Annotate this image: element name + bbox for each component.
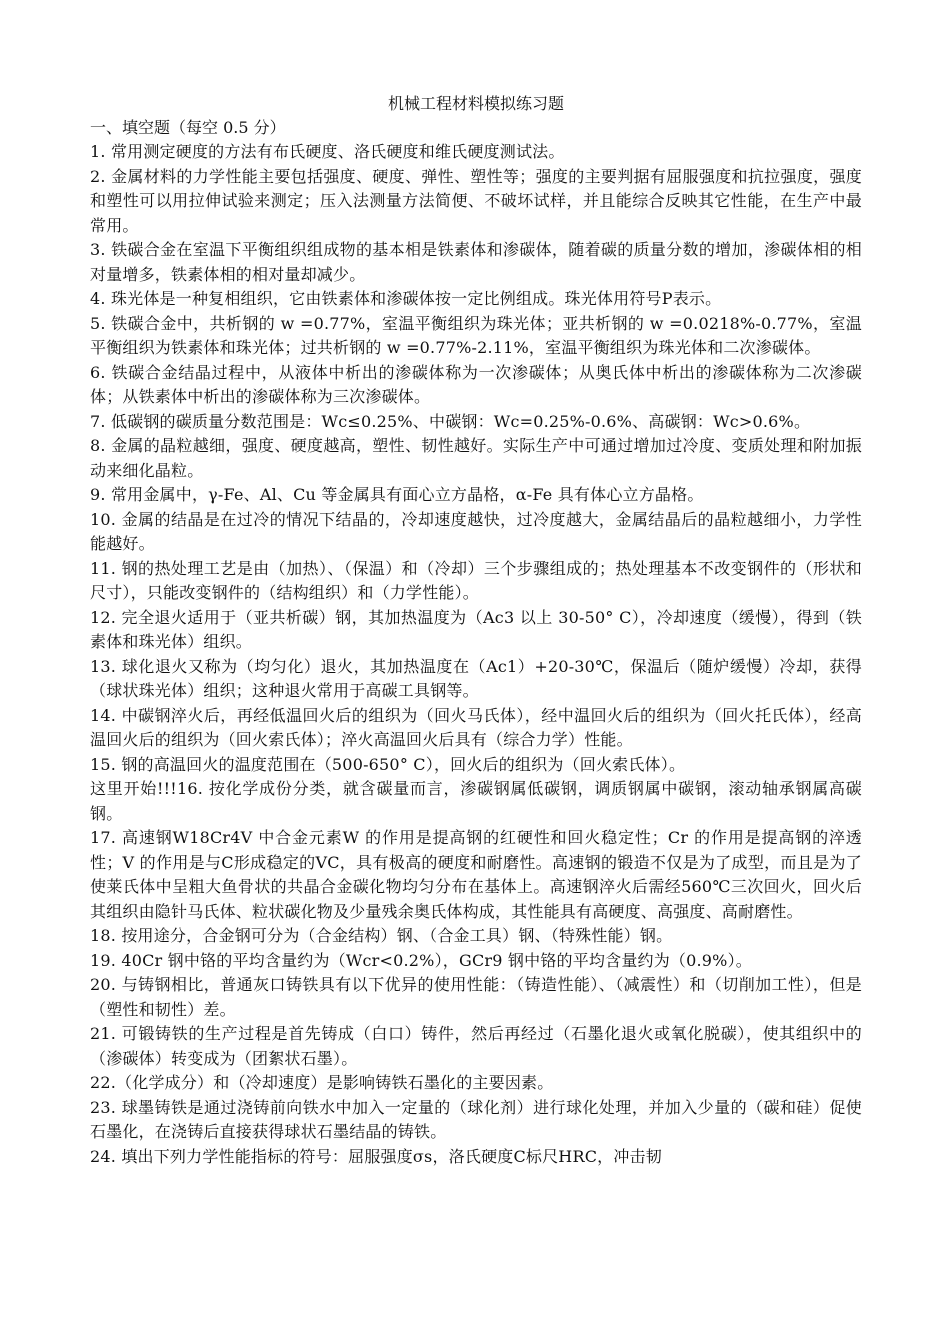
- question-10: 10. 金属的结晶是在过冷的情况下结晶的，冷却速度越快，过冷度越大，金属结晶后的晶粒越细小，力学性能越好。: [90, 509, 862, 553]
- question-14: 14. 中碳钢淬火后，再经低温回火后的组织为（回火马氏体），经中温回火后的组织为（回火托氏体），经高温回火后的组织为（回火索氏体）；淬火高温回火后具有（综合力学）性能。: [90, 705, 862, 749]
- question-20: 20. 与铸钢相比，普通灰口铸铁具有以下优异的使用性能：（铸造性能）、（减震性）和（切削加工性），但是（塑性和韧性）差。: [90, 975, 862, 1019]
- question-9: 9. 常用金属中，γ-Fe、Al、Cu 等金属具有面心立方晶格，α-Fe 具有体心立方晶格。: [90, 485, 704, 504]
- question-8: 8. 金属的晶粒越细，强度、硬度越高，塑性、韧性越好。实际生产中可通过增加过冷度、变质处理和附加振动来细化晶粒。: [90, 436, 862, 480]
- question-2: 2. 金属材料的力学性能主要包括强度、硬度、弹性、塑性等；强度的主要判据有屈服强度和抗拉强度，强度和塑性可以用拉伸试验来测定；压入法测量方法简便、不破坏试样，并且能综合反映其它性能，在生产中最常用。: [90, 166, 862, 235]
- question-6: 6. 铁碳合金结晶过程中，从液体中析出的渗碳体称为一次渗碳体；从奥氏体中析出的渗碳体称为二次渗碳体；从铁素体中析出的渗碳体称为三次渗碳体。: [90, 362, 862, 406]
- question-5: 5. 铁碳合金中，共析钢的 w =0.77%，室温平衡组织为珠光体；亚共析钢的 w =0.0218%-0.77%，室温平衡组织为铁素体和珠光体；过共析钢的 w =0.77%-2.11%，室温平衡组织为珠光体和二次渗碳体。: [90, 313, 862, 357]
- question-16: 这里开始!!!16. 按化学成份分类，就含碳量而言，渗碳钢属低碳钢，调质钢属中碳钢，滚动轴承钢属高碳钢。: [90, 779, 862, 823]
- question-19: 19. 40Cr 钢中铬的平均含量约为（Wcr<0.2%），GCr9 钢中铬的平均含量约为（0.9%）。: [90, 950, 752, 970]
- question-24: 24. 填出下列力学性能指标的符号：屈服强度σs，洛氏硬度C标尺HRC，冲击韧: [90, 1146, 662, 1166]
- question-21: 21. 可锻铸铁的生产过程是首先铸成（白口）铸件，然后再经过（石墨化退火或氧化脱碳），使其组织中的（渗碳体）转变成为（团絮状石墨）。: [90, 1024, 862, 1068]
- section-heading: 一、填空题（每空 0.5 分）: [90, 118, 286, 137]
- question-list: [90, 140, 862, 1169]
- question-13: 13. 球化退火又称为（均匀化）退火，其加热温度在（Ac1）+20-30℃，保温后（随炉缓慢）冷却，获得（球状珠光体）组织；这种退火常用于高碳工具钢等。: [90, 656, 862, 700]
- question-1: 1. 常用测定硬度的方法有布氏硬度、洛氏硬度和维氏硬度测试法。: [90, 142, 565, 161]
- question-22: 22.（化学成分）和（冷却速度）是影响铸铁石墨化的主要因素。: [90, 1073, 554, 1092]
- question-12: 12. 完全退火适用于（亚共析碳）钢，其加热温度为（Ac3 以上 30-50° C），冷却速度（缓慢），得到（铁素体和珠光体）组织。: [90, 607, 862, 651]
- question-7: 7. 低碳钢的碳质量分数范围是：Wc≤0.25%、中碳钢：Wc=0.25%-0.6%、高碳钢：Wc>0.6%。: [90, 411, 811, 431]
- document-page: [90, 92, 862, 1169]
- question-3: 3. 铁碳合金在室温下平衡组织组成物的基本相是铁素体和渗碳体，随着碳的质量分数的增加，渗碳体相的相对量增多，铁素体相的相对量却减少。: [90, 240, 862, 284]
- document-title: 机械工程材料模拟练习题: [387, 94, 564, 113]
- question-15: 15. 钢的高温回火的温度范围在（500-650° C），回火后的组织为（回火索氏体）。: [90, 754, 686, 774]
- question-11: 11. 钢的热处理工艺是由（加热）、（保温）和（冷却）三个步骤组成的；热处理基本不改变钢件的（形状和尺寸），只能改变钢件的（结构组织）和（力学性能）。: [90, 558, 862, 602]
- question-23: 23. 球墨铸铁是通过浇铸前向铁水中加入一定量的（球化剂）进行球化处理，并加入少量的（碳和硅）促使石墨化，在浇铸后直接获得球状石墨结晶的铸铁。: [90, 1097, 862, 1141]
- question-18: 18. 按用途分，合金钢可分为（合金结构）钢、（合金工具）钢、（特殊性能）钢。: [90, 926, 673, 945]
- question-4: 4. 珠光体是一种复相组织，它由铁素体和渗碳体按一定比例组成。珠光体用符号P表示。: [90, 289, 722, 308]
- question-17: 17. 高速钢W18Cr4V 中合金元素W 的作用是提高钢的红硬性和回火稳定性；Cr 的作用是提高钢的淬透性；V 的作用是与C形成稳定的VC，具有极高的硬度和耐磨性。高速钢的锻造不仅是为了成型，而且是为了使莱氏体中呈粗大鱼骨状的共晶合金碳化物均匀分布在基体上。高速钢淬火后需经560℃三次回火，回火后其组织由隐针马氏体、粒状碳化物及少量残余奥氏体构成，其性能具有高硬度、高强度、高耐磨性。: [90, 828, 862, 921]
